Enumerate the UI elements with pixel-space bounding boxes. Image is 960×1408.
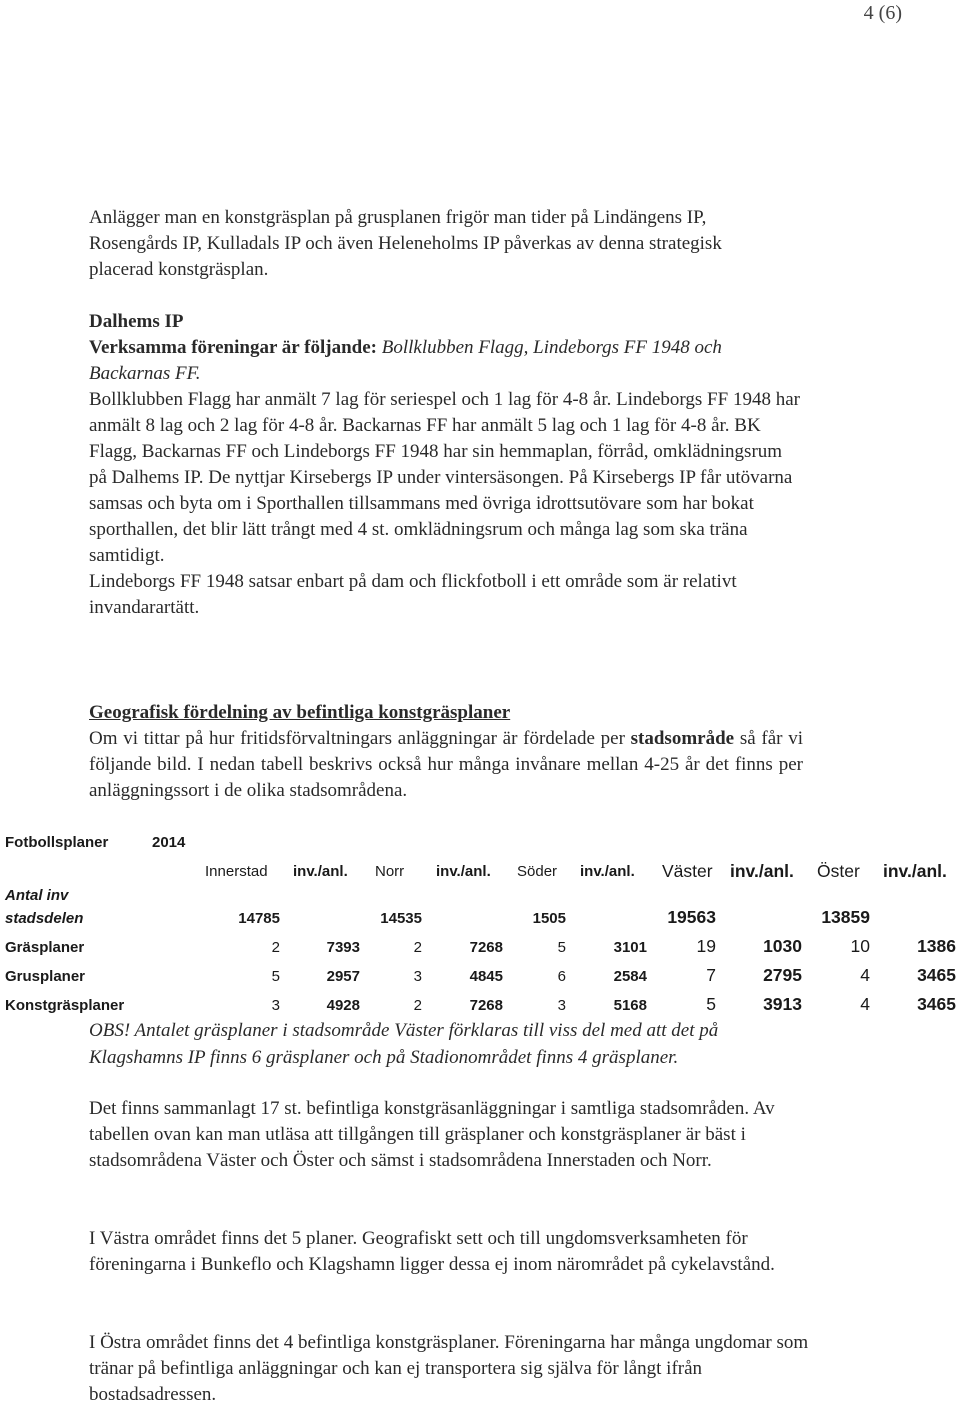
table-cell: 7: [706, 965, 716, 985]
header-vaster: Väster: [662, 861, 713, 881]
table-cell: 3: [557, 997, 566, 1014]
table-year: 2014: [152, 834, 186, 851]
table-cell: 7393: [326, 939, 360, 956]
geo-section: [89, 700, 803, 804]
table-cell: 5: [271, 968, 280, 985]
table-cell: 3913: [763, 994, 802, 1014]
page-number: 4 (6): [863, 2, 902, 24]
table-cell: 10: [850, 936, 870, 956]
row-label-inhabitants-1: Antal inv: [5, 887, 69, 904]
row-label-grusplaner: Grusplaner: [5, 968, 86, 985]
football-fields-table: [0, 828, 960, 1028]
header-inv-anl-2: inv./anl.: [436, 863, 491, 880]
table-cell: 2957: [326, 968, 360, 985]
east-text: I Östra området finns det 4 befintliga konstgräsplaner. Föreningarna har många ungdomar som tränar på befintliga anläggningar och kan ej transportera sig själva för långt ifrån bostadsadressen.: [89, 1332, 809, 1405]
dalhems-section: [89, 309, 801, 621]
table-cell: 1030: [763, 936, 802, 956]
header-norr: Norr: [375, 863, 405, 880]
table-cell: 3465: [917, 965, 956, 985]
dalhems-paragraph-2: Lindeborgs FF 1948 satsar enbart på dam och flickfotboll i ett område som är relativt invandarartätt.: [89, 571, 737, 618]
geo-heading: Geografisk fördelning av befintliga konstgräsplaner: [89, 702, 511, 723]
table-cell: 5168: [613, 997, 647, 1014]
inhabitants-soder: 1505: [532, 910, 566, 927]
table-cell: 2584: [613, 968, 647, 985]
table-cell: 1386: [917, 936, 956, 956]
summary-text: Det finns sammanlagt 17 st. befintliga konstgräsanläggningar i samtliga stadsområden. Av tabellen ovan kan man utläsa att tillgången till gräsplaner och konstgräsplaner är bäst i stadsområdena Väster och Öster och sämst i stadsområdena Innerstaden och Norr.: [89, 1098, 775, 1171]
table-cell: 3: [271, 997, 280, 1014]
table-cell: 6: [557, 968, 566, 985]
intro-paragraph: [89, 205, 789, 283]
dalhems-lead-clubs: Bollklubben Flagg, Lindeborgs FF 1948 och Backarnas FF.: [89, 337, 722, 384]
header-inv-anl-5: inv./anl.: [883, 861, 947, 881]
west-paragraph: [89, 1226, 809, 1278]
geo-paragraph: [89, 726, 803, 804]
inhabitants-innerstad: 14785: [238, 910, 280, 927]
geo-text-bold: stadsområde: [630, 728, 735, 749]
table-cell: 3101: [613, 939, 647, 956]
west-text: I Västra området finns det 5 planer. Geografiskt sett och till ungdomsverksamheten för föreningarna i Bunkeflo och Klagshamn ligger dessa ej inom närområdet på cykelavstånd.: [89, 1228, 775, 1275]
east-paragraph: [89, 1330, 809, 1408]
table-note: OBS! Antalet gräsplaner i stadsområde Väster förklaras till viss del med att det på Klagshamns IP finns 6 gräsplaner och på Stadionområdet finns 4 gräsplaner.: [89, 1020, 719, 1068]
header-inv-anl-4: inv./anl.: [730, 861, 794, 881]
table-cell: 2: [271, 939, 280, 956]
table-cell: 3: [413, 968, 422, 985]
summary-paragraph: [89, 1096, 794, 1174]
row-label-grasplaner: Gräsplaner: [5, 939, 85, 956]
table-cell: 2795: [763, 965, 802, 985]
table-cell: 4: [860, 994, 870, 1014]
dalhems-heading: Dalhems IP: [89, 311, 184, 332]
geo-text-before: Om vi tittar på hur fritidsförvaltningars anläggningar är fördelade per: [89, 728, 625, 749]
header-inv-anl-1: inv./anl.: [293, 863, 348, 880]
inhabitants-vaster: 19563: [667, 907, 716, 927]
table-cell: 4928: [326, 997, 360, 1014]
row-label-konstgrasplaner: Konstgräsplaner: [5, 997, 125, 1014]
header-soder: Söder: [517, 863, 558, 880]
intro-text: Anlägger man en konstgräsplan på grusplanen frigör man tider på Lindängens IP, Rosengårds IP, Kulladals IP och även Heleneholms IP påverkas av denna strategisk placerad konstgräsplan.: [89, 207, 722, 280]
table-cell: 19: [696, 936, 716, 956]
dalhems-lead-label: Verksamma föreningar är följande:: [89, 337, 377, 358]
inhabitants-norr: 14535: [380, 910, 422, 927]
header-inv-anl-3: inv./anl.: [580, 863, 635, 880]
inhabitants-oster: 13859: [821, 907, 870, 927]
dalhems-paragraph-1: Bollklubben Flagg har anmält 7 lag för seriespel och 1 lag för 4-8 år. Lindeborgs FF 1948 har anmält 8 lag och 2 lag för 4-8 år. Backarnas FF har anmält 5 lag och 1 lag för 4-8 år. BK Flagg, Backarnas FF och Lindeborgs FF 1948 har sin hemmaplan, förråd, omklädningsrum på Dalhems IP. De nyttjar Kirsebergs IP under vintersäsongen. På Kirsebergs IP får utövarna samsas och byta om i Sporthallen tillsammans med övriga idrottsutövare som har bokat sporthallen, det blir lätt trångt med 4 st. omklädningsrum och många lag som ska träna samtidigt.: [89, 389, 800, 566]
table-cell: 5: [557, 939, 566, 956]
table-cell: 7268: [469, 939, 503, 956]
header-oster: Öster: [817, 861, 860, 881]
table-cell: 2: [413, 997, 422, 1014]
geo-text-after: så får vi följande bild. I nedan tabell beskrivs också hur många invånare mellan 4-25 år det finns per anläggningssort i de olika stadsområdena.: [89, 728, 803, 801]
table-cell: 4: [860, 965, 870, 985]
row-label-inhabitants-2: stadsdelen: [5, 910, 84, 927]
table-cell: 5: [706, 994, 716, 1014]
table-title: Fotbollsplaner: [5, 834, 109, 851]
table-cell: 4845: [469, 968, 503, 985]
table-cell: 2: [413, 939, 422, 956]
table-cell: 7268: [469, 997, 503, 1014]
dalhems-lead: [89, 335, 801, 387]
header-innerstad: Innerstad: [205, 863, 268, 880]
table-cell: 3465: [917, 994, 956, 1014]
